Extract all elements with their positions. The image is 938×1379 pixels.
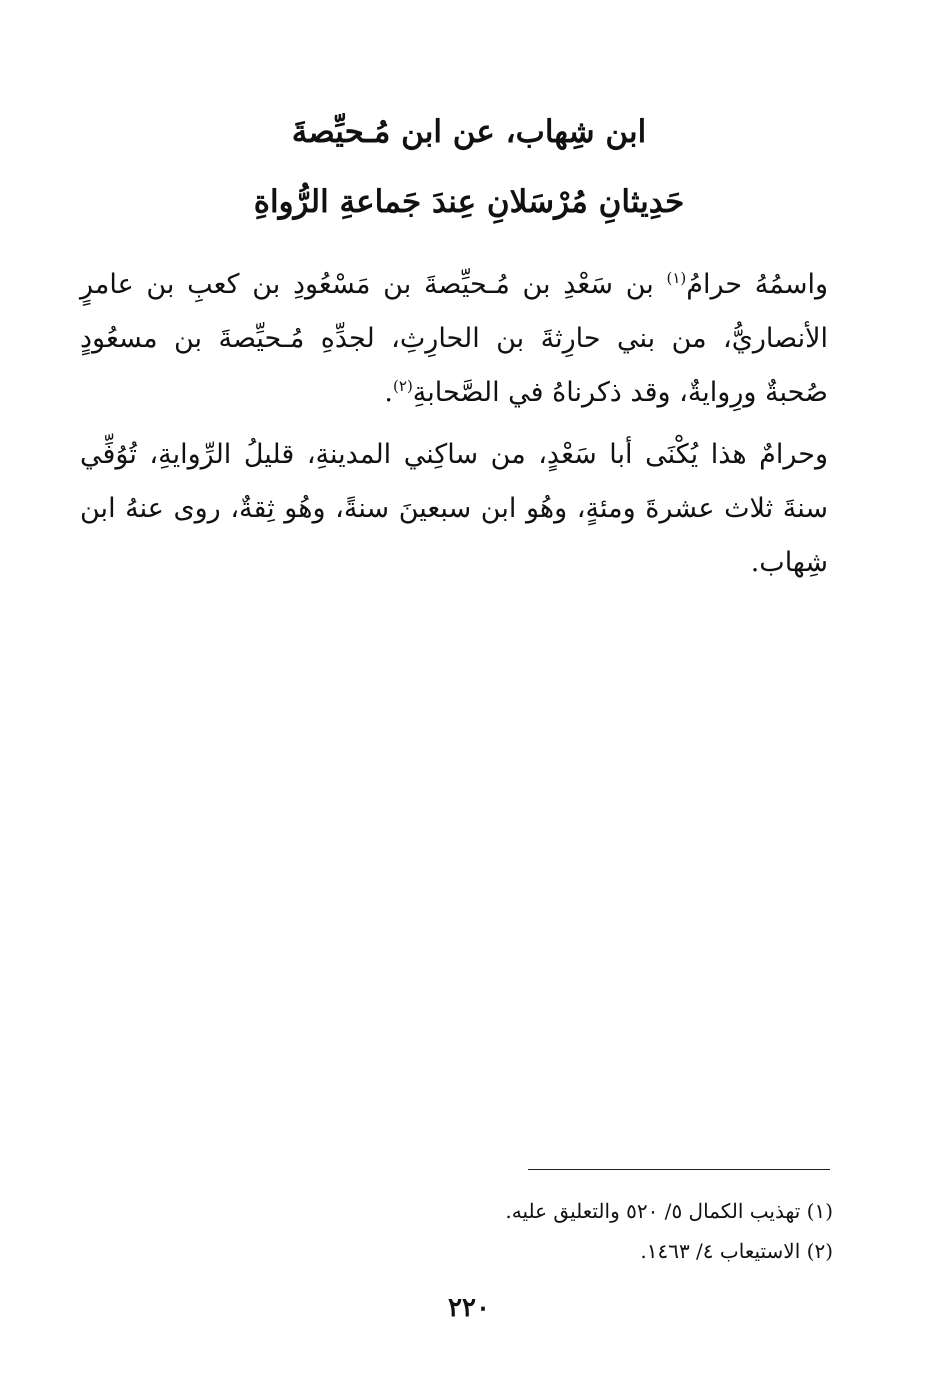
footnote-2: (٢) الاستيعاب ٤/ ١٤٦٣. (640, 1239, 833, 1263)
footnote-divider (528, 1169, 830, 1170)
paragraph-text: بن سَعْدِ بن مُـحيِّصةَ بن مَسْعُودِ بن كعبِ بن عامرٍ الأنصاريُّ، من بني حارِثةَ بن الحارِثِ، لجدِّهِ مُـحيِّصةَ بن مسعُودٍ صُحبةٌ ورِوايةٌ، وقد ذكرناهُ في الصَّحابةِ (80, 269, 828, 408)
chapter-subheading: حَدِيثانِ مُرْسَلانِ عِندَ جَماعةِ الرُّواةِ (253, 184, 685, 220)
body-paragraph-1 (80, 258, 828, 420)
footnote-marker-2[interactable]: (٢) (393, 377, 413, 395)
paragraph-text: . (384, 377, 394, 408)
page-number: ٢٢٠ (448, 1293, 490, 1323)
footnote-1: (١) تهذيب الكمال ٥/ ٥٢٠ والتعليق عليه. (505, 1199, 833, 1223)
chapter-heading: ابن شِهاب، عن ابن مُـحيِّصةَ (291, 114, 647, 150)
footnote-marker-1[interactable]: (١) (666, 269, 687, 287)
body-paragraph-2: وحرامٌ هذا يُكْنَى أبا سَعْدٍ، من ساكِني المدينةِ، قليلُ الرِّوايةِ، تُوُفِّي سنةَ ثلاث عشرةَ ومئةٍ، وهُو ابن سبعينَ سنةً، وهُو ثِقةٌ، روى عنهُ ابن شِهاب. (80, 439, 828, 578)
paragraph-text: واسمُهُ حرامُ (686, 269, 828, 300)
